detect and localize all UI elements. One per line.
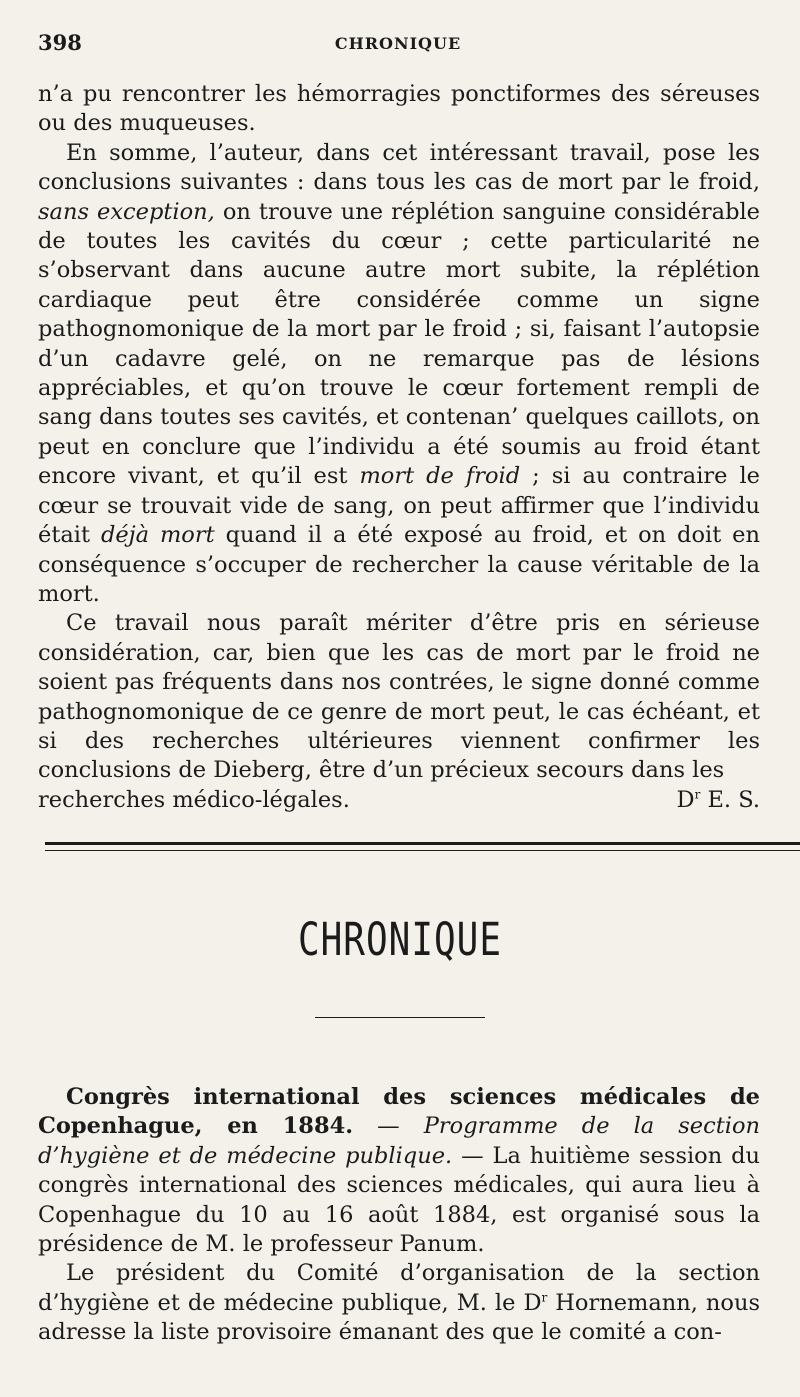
italic-text: mort de froid <box>359 463 521 490</box>
text-run: La huitième session du congrès international des sciences médicales, qui aura lieu à Copenhague du 10 au 16 août 1884, est organisé sous la présidence de M. le professeur Panum. <box>38 1142 761 1258</box>
text-run: Le président du Comité d’organisation de la section d’hygiène et de médecine publique, M. le D <box>38 1260 760 1316</box>
signature-line <box>38 786 760 815</box>
title-underline <box>315 1017 485 1018</box>
text-run: Hornemann, nous adresse la liste provisoire émanant des que le comité a con- <box>38 1289 760 1346</box>
running-title: CHRONIQUE <box>334 34 462 53</box>
signature-initials: E. S. <box>700 786 760 813</box>
signature-superscript: r <box>694 787 701 802</box>
italic-text: Programme de la section d’hygiène et de médecine publique. <box>38 1113 760 1169</box>
italic-text: déjà mort <box>100 522 215 549</box>
dash: — <box>452 1142 493 1169</box>
paragraph <box>38 1259 760 1347</box>
italic-text: sans exception, <box>38 198 215 225</box>
paragraph: n’a pu rencontrer les hémorragies ponctiformes des séreuses ou des muqueuses. <box>38 81 760 137</box>
signature-initial: D <box>676 786 695 813</box>
section-title: CHRONIQUE <box>297 915 503 967</box>
article-continuation <box>38 80 760 815</box>
article-heading: Congrès international des sciences médicales de Copenhague, en 1884. <box>38 1084 760 1140</box>
text-run: recherches médico-légales. <box>38 786 350 813</box>
paragraph: Ce travail nous paraît mériter d’être pris en sérieuse considération, car, bien que les cas de mort par le froid ne soient pas fréquents dans nos contrées, le signe donné comme pathognomonique de ce genre de mort peut, le cas échéant, et si des recherches ultérieures viennent confirmer les conclusions de Dieberg, être d’un précieux secours dans les <box>38 610 760 784</box>
text-run: on trouve une réplétion sanguine considérable de toutes les cavités du cœur ; cette particularité ne s’observant dans aucune autre mort subite, la réplétion cardiaque peut être considérée comme un signe pathognomonique de la mort par le froid ; si, faisant l’autopsie d’un cadavre gelé, on ne remarque pas de lésions appréciables, et qu’on trouve le cœur fortement rempli de sang dans toutes ses cavités, et contenan’ quelques caillots, on peut en conclure que l’individu a été soumis au froid étant encore vivant, et qu’il est <box>38 198 761 490</box>
text-run: En somme, l’auteur, dans cet intéressant travail, pose les conclusions suivantes : dans tous les cas de mort par le froid, <box>38 139 760 196</box>
congress-article <box>38 1083 760 1348</box>
superscript: r <box>541 1290 548 1305</box>
paragraph <box>38 139 760 610</box>
double-divider <box>45 842 800 851</box>
page-number: 398 <box>38 30 82 55</box>
dash: — <box>353 1113 424 1140</box>
author-signature <box>677 786 760 815</box>
text-run: quand il a été exposé au froid, et on doit en conséquence s’occuper de rechercher la cause véritable de la mort. <box>38 522 760 607</box>
text-run: ; si au contraire le cœur se trouvait vide de sang, on peut affirmer que l’individu était <box>38 463 760 549</box>
page-header <box>38 30 758 64</box>
paragraph <box>38 1083 760 1259</box>
